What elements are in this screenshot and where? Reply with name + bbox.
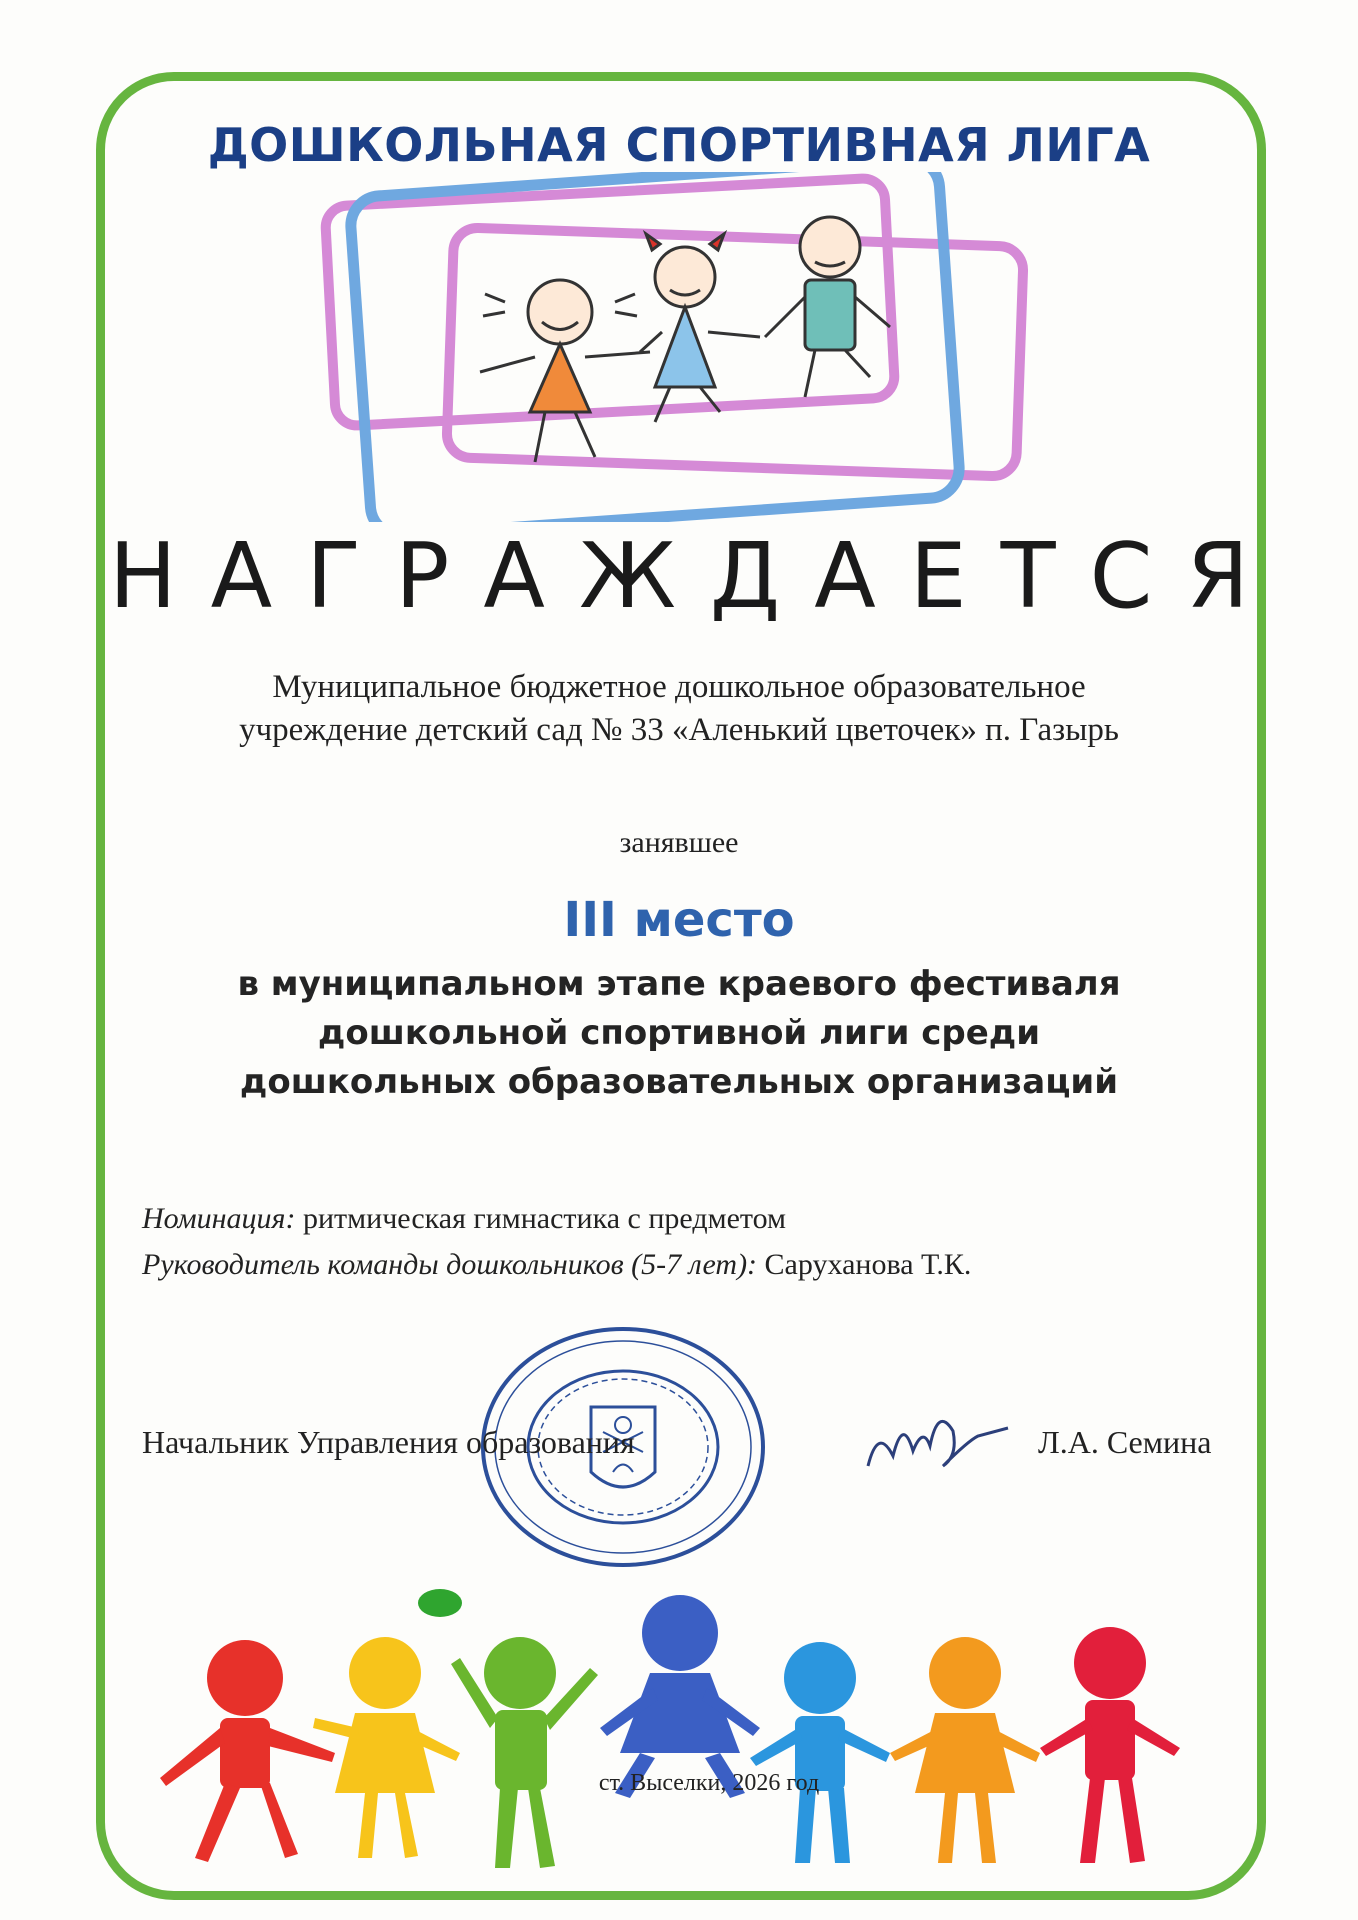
description-line-1: в муниципальном этапе краевого фестиваля [237,964,1121,1004]
description-line-3: дошкольных образовательных организаций [239,1062,1119,1102]
description-line-2: дошкольной спортивной лиги среди [317,1013,1041,1053]
kid-green-figure [451,1637,598,1868]
competition-description [150,960,1208,1107]
nomination-label: Номинация: [142,1202,296,1235]
kid-orange-figure [890,1637,1040,1863]
awarded-heading: НАГРАЖДАЕТСЯ [108,524,1283,629]
kid-red-figure [160,1640,335,1862]
league-logo-children-illustration [310,172,1050,522]
kid-blue-figure [600,1595,760,1798]
signer-position: Начальник Управления образования [142,1424,635,1460]
took-word: занявшее [619,826,739,859]
place-title: III место [563,892,795,948]
child-figure-left [480,280,650,462]
kid-lightblue-figure [750,1642,890,1863]
institution-line-1: Муниципальное бюджетное дошкольное образовательное [272,669,1086,705]
awardee-institution [140,666,1218,752]
nomination-line [142,1202,786,1236]
signer-name: Л.А. Семина [1038,1424,1212,1460]
kid-yellow-figure [313,1637,460,1858]
team-leader-line [142,1248,971,1282]
green-ball [418,1589,462,1617]
colorful-children-illustration [100,1578,1260,1878]
team-leader-value: Саруханова Т.К. [764,1248,972,1281]
place-and-year-footer: ст. Выселки, 2026 год [598,1770,820,1796]
handwritten-signature [858,1396,1018,1486]
kid-red-right-figure [1040,1627,1180,1863]
team-leader-label: Руководитель команды дошкольников (5-7 лет): [142,1248,758,1281]
league-title: ДОШКОЛЬНАЯ СПОРТИВНАЯ ЛИГА [207,118,1151,172]
institution-line-2: учреждение детский сад № 33 «Аленький цветочек» п. Газырь [239,712,1119,748]
nomination-value: ритмическая гимнастика с предметом [303,1202,787,1235]
child-figure-middle [640,234,760,422]
